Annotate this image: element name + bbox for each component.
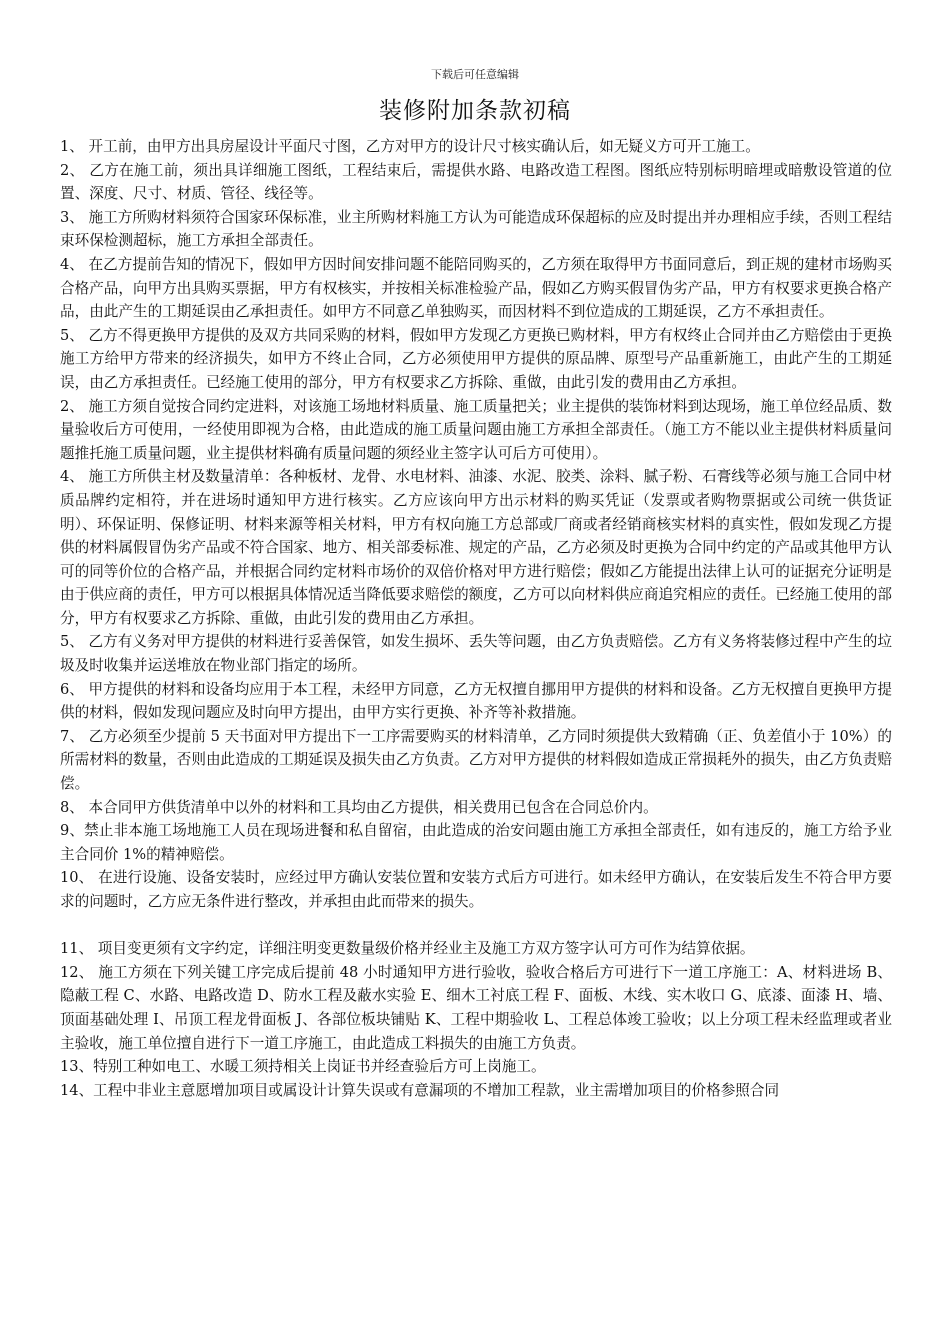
clause-paragraph: 2、 施工方须自觉按合同约定进料，对该施工场地材料质量、施工质量把关；业主提供的装饰材料到达现场，施工单位经品质、数量验收后方可使用，一经使用即视为合格，由此造成的施工质量问题由施工方承担全部责任。（施工方不能以业主提供材料质量问题推托施工质量问题，业主提供材料确有质量问题的须经业主签字认可后方可使用）。 (60, 397, 892, 462)
clause-paragraph: 12、 施工方须在下列关键工序完成后提前 48 小时通知甲方进行验收，验收合格后方可进行下一道工序施工：A、材料进场 B、隐蔽工程 C、水路、电路改造 D、防水工程及蔽水实验 E、细木工衬底工程 F、面板、木线、实木收口 G、底漆、面漆 H、墙、顶面基础处理 I、吊顶工程龙骨面板 J、各部位板块铺贴 K、工程中期验收 L、工程总体竣工验收；以上分项工程未经监理或者业主验收，施工单位擅自进行下一道工序施工，由此造成工料损失的由施工方负责。 (60, 963, 892, 1052)
header-note: 下载后可任意编辑 (431, 68, 519, 81)
clause-paragraph: 5、 乙方不得更换甲方提供的及双方共同采购的材料，假如甲方发现乙方更换已购材料，甲方有权终止合同并由乙方赔偿由于更换施工方给甲方带来的经济损失，如甲方不终止合同，乙方必须使用甲方提供的原品牌、原型号产品重新施工，由此产生的工期延误，由乙方承担责任。已经施工使用的部分，甲方有权要求乙方拆除、重做，由此引发的费用由乙方承担。 (60, 326, 892, 391)
clause-paragraph: 10、 在进行设施、设备安装时，应经过甲方确认安装位置和安装方式后方可进行。如未经甲方确认，在安装后发生不符合甲方要求的问题时，乙方应无条件进行整改，并承担由此而带来的损失。 (60, 869, 892, 910)
clause-paragraph: 14、工程中非业主意愿增加项目或属设计计算失误或有意漏项的不增加工程款，业主需增加项目的价格参照合同 (60, 1081, 780, 1099)
clause-paragraph: 9、禁止非本施工场地施工人员在现场进餐和私自留宿，由此造成的治安问题由施工方承担全部责任，如有违反的，施工方给予业主合同价 1%的精神赔偿。 (60, 822, 892, 863)
clause-paragraph: 13、特别工种如电工、水暖工须持相关上岗证书并经查验后方可上岗施工。 (60, 1058, 546, 1076)
clause-paragraph: 5、 乙方有义务对甲方提供的材料进行妥善保管，如发生损坏、丢失等问题，由乙方负责赔偿。乙方有义务将装修过程中产生的垃圾及时收集并运送堆放在物业部门指定的场所。 (60, 633, 892, 675)
document-body (60, 135, 892, 1102)
clause-paragraph: 4、 施工方所供主材及数量清单：各种板材、龙骨、水电材料、油漆、水泥、胶类、涂料、腻子粉、石膏线等必须与施工合同中材质品牌约定相符，并在进场时通知甲方进行核实。乙方应该向甲方出示材料的购买凭证（发票或者购物票据或公司统一供货证明）、环保证明、保修证明、材料来源等相关材料，甲方有权向施工方总部或厂商或者经销商核实材料的真实性，假如发现乙方提供的材料属假冒伪劣产品或不符合国家、地方、相关部委标准、规定的产品，乙方必须及时更换为合同中约定的产品或其他甲方认可的同等价位的合格产品，并根据合同约定材料市场价的双倍价格对甲方进行赔偿；假如乙方能提出法律上认可的证据充分证明是由于供应商的责任，甲方可以根据具体情况适当降低要求赔偿的额度，乙方可以向材料供应商追究相应的责任。已经施工使用的部分，甲方有权要求乙方拆除、重做，由此引发的费用由乙方承担。 (60, 468, 892, 627)
clause-paragraph: 6、 甲方提供的材料和设备均应用于本工程，未经甲方同意，乙方无权擅自挪用甲方提供的材料和设备。乙方无权擅自更换甲方提供的材料，假如发现问题应及时向甲方提出，由甲方实行更换、补齐等补救措施。 (60, 680, 892, 722)
clause-paragraph: 7、 乙方必须至少提前 5 天书面对甲方提出下一工序需要购买的材料清单，乙方同时须提供大致精确（正、负差值小于 10%）的所需材料的数量，否则由此造成的工期延误及损失由乙方负责。乙方对甲方提供的材料假如造成正常损耗外的损失，由乙方负责赔偿。 (60, 727, 892, 793)
clause-paragraph: 3、 施工方所购材料须符合国家环保标准，业主所购材料施工方认为可能造成环保超标的应及时提出并办理相应手续，否则工程结束环保检测超标，施工方承担全部责任。 (60, 208, 892, 250)
clause-paragraph: 1、 开工前，由甲方出具房屋设计平面尺寸图，乙方对甲方的设计尺寸核实确认后，如无疑义方可开工施工。 (60, 138, 760, 155)
document-title: 装修附加条款初稿 (379, 98, 571, 124)
clause-paragraph: 4、 在乙方提前告知的情况下，假如甲方因时间安排问题不能陪同购买的，乙方须在取得甲方书面同意后，到正规的建材市场购买合格产品，向甲方出具购买票据，甲方有权核实，并按相关标准检验产品，假如乙方购买假冒伪劣产品，甲方有权要求更换合格产品，由此产生的工期延误由乙承担责任。如甲方不同意乙单独购买，而因材料不到位造成的工期延误，乙方不承担责任。 (60, 255, 892, 321)
blank-line (60, 914, 892, 938)
clause-paragraph: 2、 乙方在施工前，须出具详细施工图纸，工程结束后，需提供水路、电路改造工程图。图纸应特别标明暗埋或暗敷设管道的位置、深度、尺寸、材质、管径、线径等。 (60, 161, 892, 203)
clause-paragraph: 8、 本合同甲方供货清单中以外的材料和工具均由乙方提供，相关费用已包含在合同总价内。 (60, 798, 658, 816)
clause-paragraph: 11、 项目变更须有文字约定，详细注明变更数量级价格并经业主及施工方双方签字认可方可作为结算依据。 (60, 940, 755, 958)
